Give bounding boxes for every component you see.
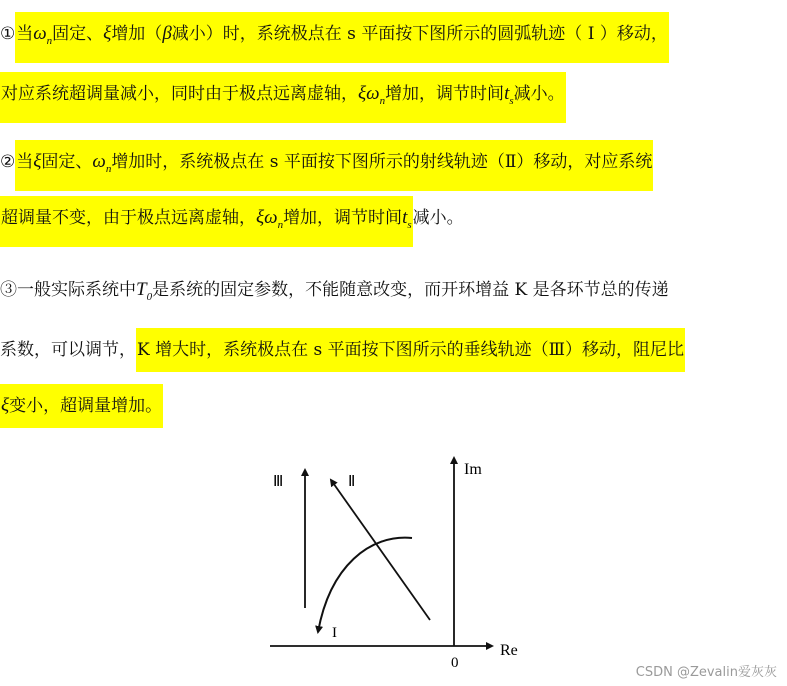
text: 变小，超调量增加。 (9, 396, 163, 416)
sub-n: n (379, 94, 386, 107)
label-I: I (332, 625, 337, 641)
circled-number-1: ① (0, 24, 16, 44)
text: 当 (16, 152, 34, 172)
text: 增加时，系统极点在 s 平面按下图所示的射线轨迹（Ⅱ）移动，对应系统 (111, 152, 653, 172)
xi: ξ (358, 83, 367, 104)
text: 固定、 (52, 24, 104, 44)
text: 超调量不变，由于极点远离虚轴， (1, 208, 256, 228)
sub-n: n (277, 218, 284, 231)
T: T (136, 279, 147, 300)
text: 当 (16, 24, 34, 44)
im-label: Im (464, 461, 482, 478)
trajectory-I (318, 538, 412, 632)
text: 一般实际系统中 (17, 280, 136, 300)
omega: ω (264, 207, 278, 228)
sub-s: s (407, 218, 412, 231)
sub-s: s (509, 94, 514, 107)
circled-number-2: ② (0, 152, 16, 172)
sub-n: n (46, 34, 53, 47)
text: 系数，可以调节， (0, 340, 136, 360)
omega: ω (92, 151, 106, 172)
watermark: CSDN @Zevalin爱灰灰 (635, 665, 777, 680)
label-II: Ⅱ (348, 474, 356, 490)
text: 减小）时，系统极点在 s 平面按下图所示的圆弧轨迹（ I ）移动， (171, 24, 668, 44)
xi-symbol: ξ (1, 395, 10, 416)
text: 减小。 (412, 208, 464, 228)
t: t (402, 207, 408, 228)
origin-label: 0 (451, 655, 459, 671)
re-label: Re (500, 642, 518, 659)
beta-symbol: β (162, 23, 172, 44)
text: 增加（ (111, 24, 163, 44)
sub-0: 0 (146, 290, 153, 303)
text: 是系统的固定参数，不能随意改变，而开环增益 K 是各环节总的传递 (152, 280, 669, 300)
text: 对应系统超调量减小，同时由于极点远离虚轴， (1, 84, 358, 104)
text: 增加，调节时间 (385, 84, 505, 104)
text: 增加，调节时间 (283, 208, 403, 228)
xi-symbol: ξ (33, 151, 42, 172)
t: t (504, 83, 510, 104)
highlight-span: K 增大时，系统极点在 s 平面按下图所示的垂线轨迹（Ⅲ）移动，阻尼比 (136, 328, 685, 372)
sub-n: n (105, 162, 112, 175)
text: 固定、 (41, 152, 93, 172)
omega: ω (33, 23, 47, 44)
xi: ξ (256, 207, 265, 228)
text: 减小。 (513, 84, 565, 104)
xi-symbol: ξ (103, 23, 112, 44)
trajectory-II (331, 480, 430, 620)
omega: ω (366, 83, 380, 104)
circled-number-3: ③ (0, 280, 17, 300)
label-III: Ⅲ (273, 474, 284, 490)
